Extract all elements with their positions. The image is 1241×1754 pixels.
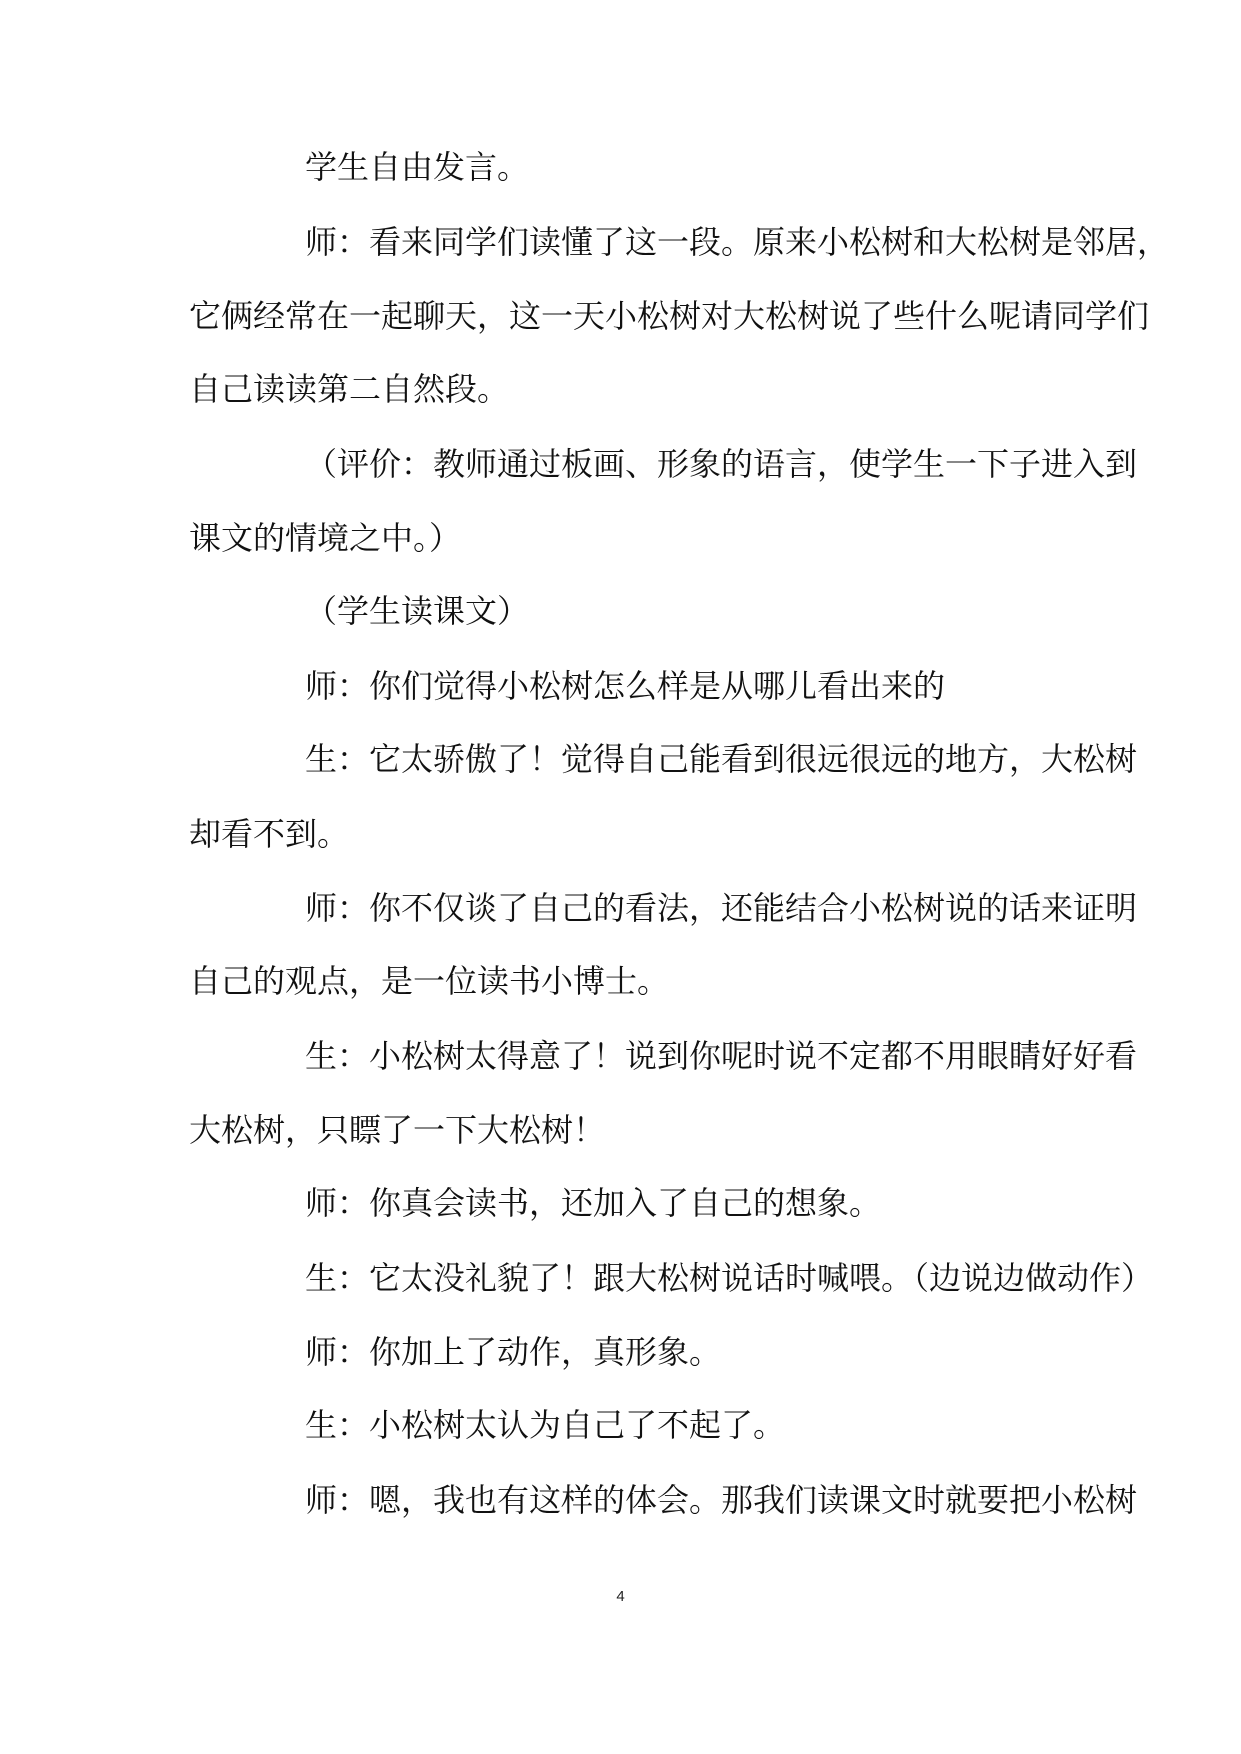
paragraph-line: （评价：教师通过板画、形象的语言，使学生一下子进入到 bbox=[305, 445, 1138, 483]
paragraph-line: 自己读读第二自然段。 bbox=[189, 370, 510, 408]
paragraph-line: 自己的观点，是一位读书小博士。 bbox=[189, 962, 670, 1000]
paragraph-line: 师：你们觉得小松树怎么样是从哪儿看出来的 bbox=[305, 667, 946, 705]
paragraph-line: 却看不到。 bbox=[189, 815, 350, 853]
paragraph-line: 生：它太没礼貌了！跟大松树说话时喊喂。（边说边做动作） bbox=[305, 1259, 1154, 1297]
paragraph-line: 师：你加上了动作，真形象。 bbox=[305, 1333, 722, 1371]
paragraph-line: 大松树，只瞟了一下大松树！ bbox=[189, 1111, 606, 1149]
paragraph-line: 师：嗯，我也有这样的体会。那我们读课文时就要把小松树 bbox=[305, 1481, 1138, 1519]
paragraph-line: 生：小松树太认为自己了不起了。 bbox=[305, 1406, 786, 1444]
paragraph-line: （学生读课文） bbox=[305, 592, 530, 630]
paragraph-line: 师：你真会读书，还加入了自己的想象。 bbox=[305, 1184, 882, 1222]
paragraph-line: 生：它太骄傲了！觉得自己能看到很远很远的地方，大松树 bbox=[305, 740, 1138, 778]
paragraph-line: 课文的情境之中。） bbox=[189, 519, 462, 557]
paragraph-line: 它俩经常在一起聊天，这一天小松树对大松树说了些什么呢请同学们 bbox=[189, 297, 1150, 335]
paragraph-line: 师：看来同学们读懂了这一段。原来小松树和大松树是邻居， bbox=[305, 223, 1170, 261]
paragraph-line: 生：小松树太得意了！说到你呢时说不定都不用眼睛好好看 bbox=[305, 1037, 1138, 1075]
paragraph-line: 师：你不仅谈了自己的看法，还能结合小松树说的话来证明 bbox=[305, 889, 1138, 927]
page-number: 4 bbox=[616, 1588, 625, 1605]
paragraph-line: 学生自由发言。 bbox=[305, 148, 530, 186]
